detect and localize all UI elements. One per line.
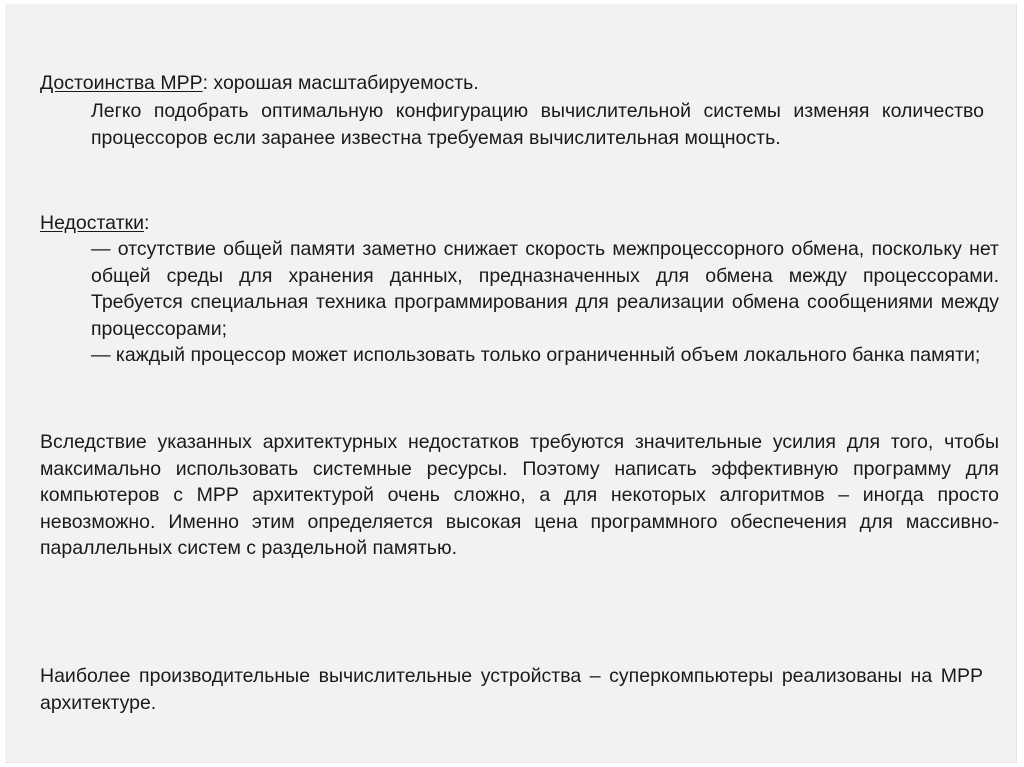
slide bbox=[5, 4, 1017, 763]
consequence-paragraph: Вследствие указанных архитектурных недостатков требуются значительные усилия для того, чтобы максимально использовать системные ресурсы. Поэтому написать эффективную программу для компьютеров с MPP архитектурой очень сложно, а для некоторых алгоритмов – иногда просто невозможно. Именно этим определяется высокая цена программного обеспечения для массивно-параллельных систем с раздельной памятью. bbox=[40, 431, 999, 559]
disadvantages-heading: Недостатки bbox=[40, 212, 144, 234]
conclusion-paragraph: Наиболее производительные вычислительные устройства – суперкомпьютеры реализованы на MPP архитектуре. bbox=[40, 665, 983, 714]
disadvantage-item: — каждый процессор может использовать только ограниченный объем локального банка памяти; bbox=[91, 344, 981, 366]
disadvantages-list bbox=[91, 236, 999, 369]
advantages-summary: : хорошая масштабируемость. bbox=[202, 72, 479, 94]
advantages-body: Легко подобрать оптимальную конфигурацию вычислительной системы изменяя количество процессоров если заранее известна требуемая вычислительная мощность. bbox=[91, 100, 984, 149]
advantages-line bbox=[40, 70, 990, 97]
disadvantages-colon: : bbox=[143, 212, 150, 234]
advantages-heading: Достоинства MPP bbox=[40, 72, 203, 94]
disadvantages-line bbox=[40, 210, 990, 237]
disadvantage-item: — отсутствие общей памяти заметно снижает скорость межпроцессорного обмена, поскольку нет общей среды для хранения данных, предназначенных для обмена между процессорами. Требуется специальная техника программирования для реализации обмена сообщениями между процессорами; bbox=[91, 238, 999, 340]
